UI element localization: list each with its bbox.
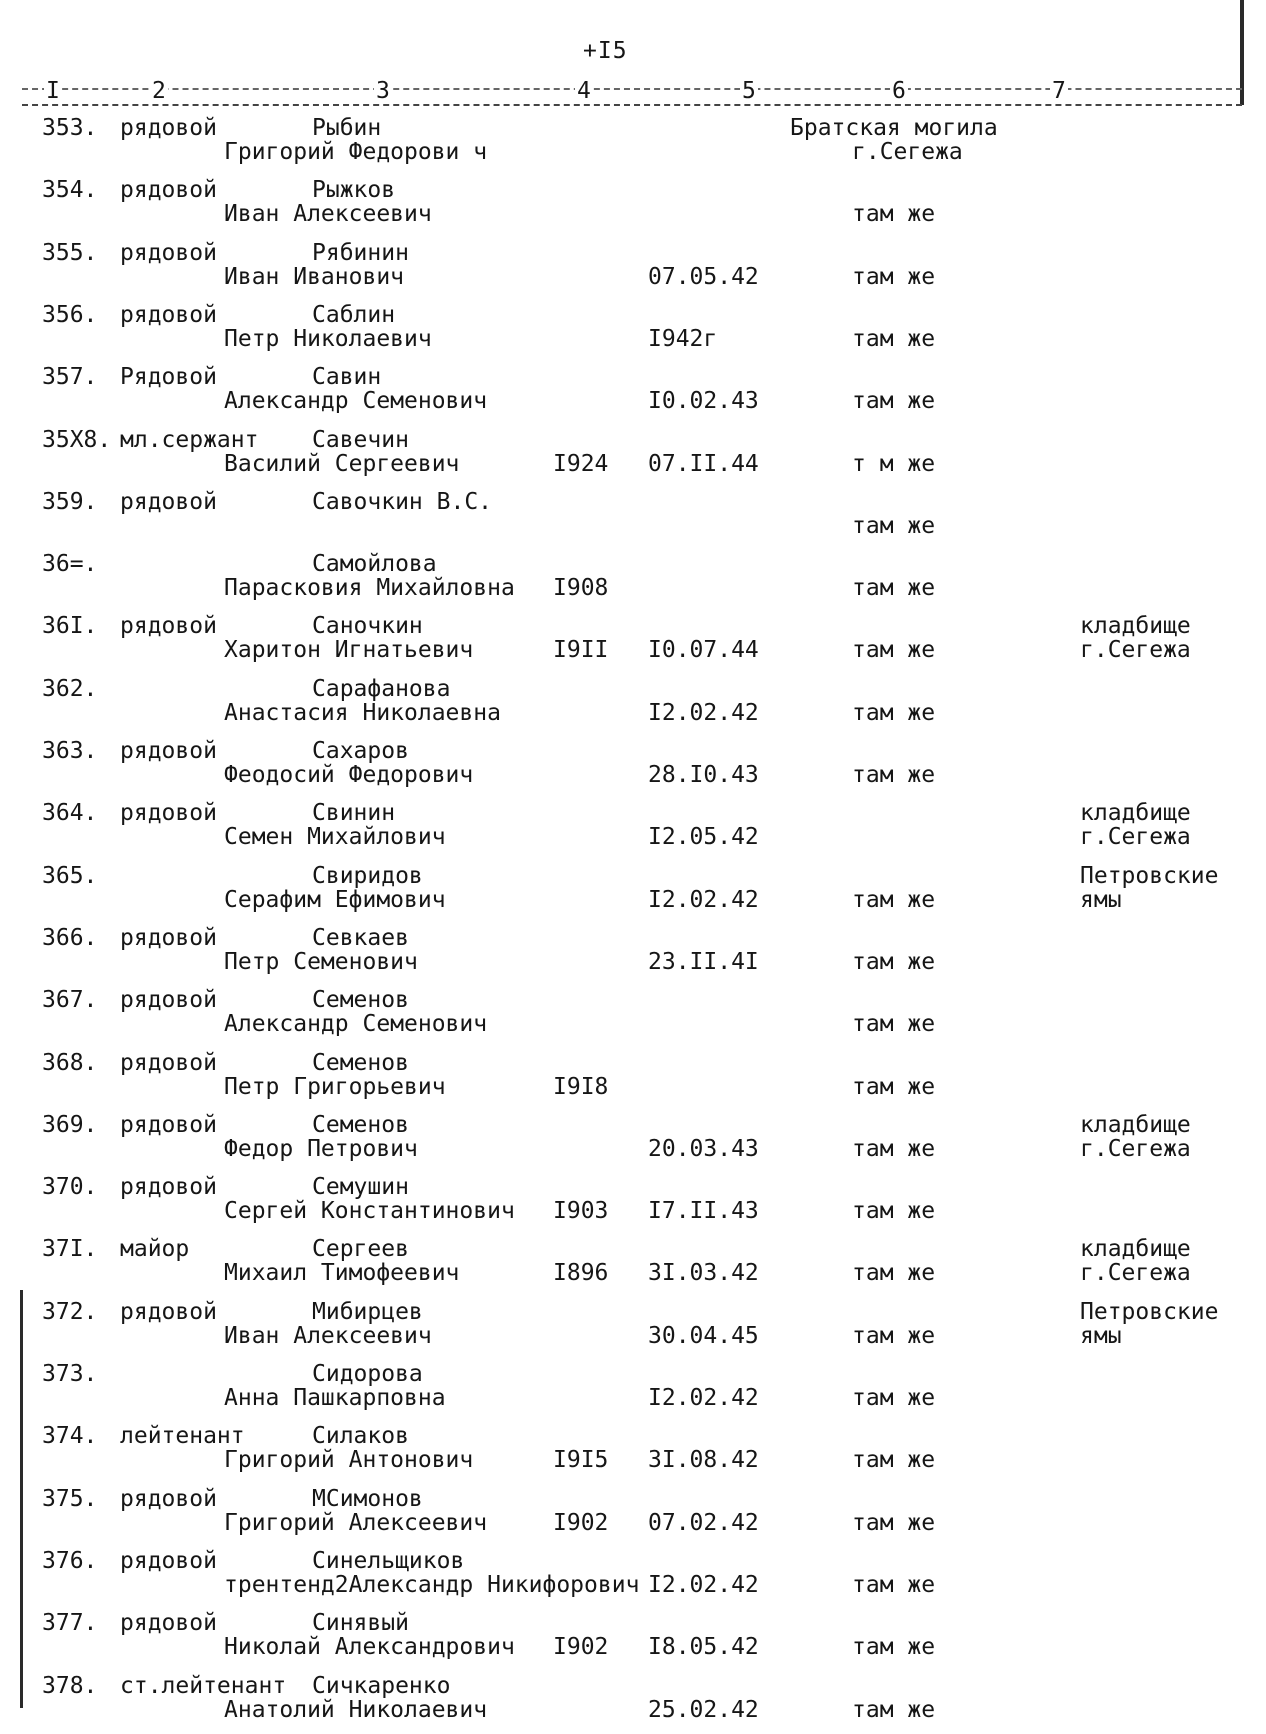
record-row bbox=[0, 988, 1266, 1048]
record-row bbox=[0, 178, 1266, 238]
record-num: 37I. bbox=[42, 1236, 98, 1262]
record-date: 30.04.45 bbox=[648, 1323, 759, 1349]
record-given: Петр Семенович bbox=[224, 949, 418, 975]
record-surname: Савочкин В.С. bbox=[312, 489, 493, 515]
record-row bbox=[0, 1424, 1266, 1484]
record-row bbox=[0, 241, 1266, 301]
record-surname: Семенов bbox=[312, 987, 409, 1013]
record-num: 375. bbox=[42, 1486, 98, 1512]
record-row bbox=[0, 801, 1266, 861]
record-given: Анатолий Николаевич bbox=[224, 1697, 488, 1723]
record-rank: рядовой bbox=[120, 1610, 217, 1636]
record-rank: рядовой bbox=[120, 302, 217, 328]
record-burial: там же bbox=[852, 1198, 936, 1224]
record-date: 3I.03.42 bbox=[648, 1260, 759, 1286]
column-number-6: 6 bbox=[892, 78, 906, 104]
record-given: Григорий Алексеевич bbox=[224, 1510, 488, 1536]
record-num: 35Х8. bbox=[42, 427, 112, 453]
record-row bbox=[0, 1051, 1266, 1111]
record-given: Федор Петрович bbox=[224, 1136, 418, 1162]
record-num: 369. bbox=[42, 1112, 98, 1138]
record-surname: Рыжков bbox=[312, 177, 396, 203]
record-date: 07.05.42 bbox=[648, 264, 759, 290]
record-year: I903 bbox=[553, 1198, 609, 1224]
record-note2: г.Сегежа bbox=[1080, 1260, 1191, 1286]
record-rank: рядовой bbox=[120, 115, 217, 141]
record-rank: майор bbox=[120, 1236, 190, 1262]
record-num: 368. bbox=[42, 1050, 98, 1076]
record-num: 356. bbox=[42, 302, 98, 328]
column-number-4: 4 bbox=[577, 78, 591, 104]
record-rank: рядовой bbox=[120, 489, 217, 515]
record-given: Анна Пашкарповна bbox=[224, 1385, 446, 1411]
record-num: 366. bbox=[42, 925, 98, 951]
record-year: I902 bbox=[553, 1634, 609, 1660]
record-num: 363. bbox=[42, 738, 98, 764]
record-given: Сергей Константинович bbox=[224, 1198, 515, 1224]
record-burial: г.Сегежа bbox=[852, 139, 963, 165]
record-burial: там же bbox=[852, 762, 936, 788]
record-num: 36I. bbox=[42, 613, 98, 639]
record-note2: ямы bbox=[1080, 887, 1122, 913]
record-surname: Синельщиков bbox=[312, 1548, 465, 1574]
record-note2: г.Сегежа bbox=[1080, 824, 1191, 850]
record-note1: Петровские bbox=[1080, 1299, 1219, 1325]
record-burial: там же bbox=[852, 1697, 936, 1723]
record-surname: Савечин bbox=[312, 427, 409, 453]
record-surname: Семенов bbox=[312, 1050, 409, 1076]
record-row bbox=[0, 1362, 1266, 1422]
record-year: I924 bbox=[553, 451, 609, 477]
record-rank: рядовой bbox=[120, 1548, 217, 1574]
record-given: Григорий Федорови ч bbox=[224, 139, 488, 165]
record-burial: там же bbox=[852, 1572, 936, 1598]
record-given: Иван Алексеевич bbox=[224, 1323, 432, 1349]
record-note1: кладбище bbox=[1080, 800, 1191, 826]
record-burial: там же bbox=[852, 1634, 936, 1660]
record-year: I896 bbox=[553, 1260, 609, 1286]
record-burial: там же bbox=[852, 326, 936, 352]
record-surname: Савин bbox=[312, 364, 382, 390]
record-row bbox=[0, 365, 1266, 425]
record-year: I9I5 bbox=[553, 1447, 609, 1473]
record-num: 364. bbox=[42, 800, 98, 826]
record-surname: Рябинин bbox=[312, 240, 409, 266]
record-surname: МСимонов bbox=[312, 1486, 423, 1512]
record-surname: Сидорова bbox=[312, 1361, 423, 1387]
record-date: I2.02.42 bbox=[648, 887, 759, 913]
record-row bbox=[0, 739, 1266, 799]
record-num: 362. bbox=[42, 676, 98, 702]
record-row bbox=[0, 428, 1266, 488]
record-year: I902 bbox=[553, 1510, 609, 1536]
record-surname: Семенов bbox=[312, 1112, 409, 1138]
record-note2: г.Сегежа bbox=[1080, 1136, 1191, 1162]
record-surname: Силаков bbox=[312, 1423, 409, 1449]
record-rank: ст.лейтенант bbox=[120, 1673, 287, 1699]
record-num: 370. bbox=[42, 1174, 98, 1200]
record-date: I2.05.42 bbox=[648, 824, 759, 850]
record-given: Иван Иванович bbox=[224, 264, 405, 290]
record-burial: там же bbox=[852, 513, 936, 539]
record-note1: кладбище bbox=[1080, 1112, 1191, 1138]
record-burial-title: Братская могила bbox=[790, 115, 998, 141]
record-burial: т м же bbox=[852, 451, 936, 477]
record-date: 07.02.42 bbox=[648, 1510, 759, 1536]
column-number-7: 7 bbox=[1052, 78, 1066, 104]
record-num: 365. bbox=[42, 863, 98, 889]
record-num: 377. bbox=[42, 1610, 98, 1636]
record-date: I8.05.42 bbox=[648, 1634, 759, 1660]
record-num: 378. bbox=[42, 1673, 98, 1699]
record-surname: Рыбин bbox=[312, 115, 382, 141]
page-number: +I5 bbox=[583, 38, 628, 64]
record-rank: рядовой bbox=[120, 987, 217, 1013]
record-num: 355. bbox=[42, 240, 98, 266]
record-note1: Петровские bbox=[1080, 863, 1219, 889]
record-surname: Саблин bbox=[312, 302, 396, 328]
record-rank: рядовой bbox=[120, 177, 217, 203]
record-surname: Саночкин bbox=[312, 613, 423, 639]
record-burial: там же bbox=[852, 1074, 936, 1100]
record-rank: рядовой bbox=[120, 1486, 217, 1512]
record-surname: Семушин bbox=[312, 1174, 409, 1200]
record-burial: там же bbox=[852, 388, 936, 414]
record-num: 36=. bbox=[42, 551, 98, 577]
record-row bbox=[0, 1175, 1266, 1235]
record-burial: там же bbox=[852, 887, 936, 913]
record-rank: рядовой bbox=[120, 613, 217, 639]
record-given: Михаил Тимофеевич bbox=[224, 1260, 460, 1286]
record-given: Анастасия Николаевна bbox=[224, 700, 501, 726]
record-date: 3I.08.42 bbox=[648, 1447, 759, 1473]
record-num: 372. bbox=[42, 1299, 98, 1325]
record-given: Василий Сергеевич bbox=[224, 451, 460, 477]
record-given: Николай Александрович bbox=[224, 1634, 515, 1660]
record-note2: ямы bbox=[1080, 1323, 1122, 1349]
record-row bbox=[0, 1611, 1266, 1671]
record-rank: мл.сержант bbox=[120, 427, 259, 453]
header-rule-bottom bbox=[22, 104, 1242, 106]
record-row bbox=[0, 1113, 1266, 1173]
record-rank: рядовой bbox=[120, 925, 217, 951]
record-row bbox=[0, 490, 1266, 550]
record-date: I2.02.42 bbox=[648, 700, 759, 726]
column-number-3: 3 bbox=[376, 78, 390, 104]
record-row bbox=[0, 614, 1266, 674]
record-row bbox=[0, 1300, 1266, 1360]
record-date: 28.I0.43 bbox=[648, 762, 759, 788]
record-given: Григорий Антонович bbox=[224, 1447, 474, 1473]
record-surname: Мибирцев bbox=[312, 1299, 423, 1325]
record-surname: Сичкаренко bbox=[312, 1673, 451, 1699]
record-given: Александр Семенович bbox=[224, 1011, 488, 1037]
record-surname: Сарафанова bbox=[312, 676, 451, 702]
record-given: Семен Михайлович bbox=[224, 824, 446, 850]
record-burial: там же bbox=[852, 1323, 936, 1349]
record-given: Петр Николаевич bbox=[224, 326, 432, 352]
record-row bbox=[0, 677, 1266, 737]
record-burial: там же bbox=[852, 637, 936, 663]
record-num: 373. bbox=[42, 1361, 98, 1387]
record-num: 353. bbox=[42, 115, 98, 141]
record-given: трентенд2Александр Никифорович bbox=[224, 1572, 640, 1598]
record-rank: Рядовой bbox=[120, 364, 217, 390]
record-surname: Сергеев bbox=[312, 1236, 409, 1262]
record-surname: Свинин bbox=[312, 800, 396, 826]
record-rank: рядовой bbox=[120, 1050, 217, 1076]
record-burial: там же bbox=[852, 1510, 936, 1536]
record-date: 20.03.43 bbox=[648, 1136, 759, 1162]
record-rank: рядовой bbox=[120, 240, 217, 266]
record-given: Серафим Ефимович bbox=[224, 887, 446, 913]
record-given: Петр Григорьевич bbox=[224, 1074, 446, 1100]
record-given: Феодосий Федорович bbox=[224, 762, 474, 788]
record-surname: Синявый bbox=[312, 1610, 409, 1636]
record-num: 367. bbox=[42, 987, 98, 1013]
record-surname: Самойлова bbox=[312, 551, 437, 577]
record-surname: Свиридов bbox=[312, 863, 423, 889]
record-burial: там же bbox=[852, 949, 936, 975]
record-rank: рядовой bbox=[120, 738, 217, 764]
record-burial: там же bbox=[852, 1385, 936, 1411]
record-burial: там же bbox=[852, 201, 936, 227]
record-rank: лейтенант bbox=[120, 1423, 245, 1449]
record-burial: там же bbox=[852, 1011, 936, 1037]
record-row bbox=[0, 1237, 1266, 1297]
record-date: I2.02.42 bbox=[648, 1572, 759, 1598]
record-given: Харитон Игнатьевич bbox=[224, 637, 474, 663]
record-rank: рядовой bbox=[120, 800, 217, 826]
record-burial: там же bbox=[852, 264, 936, 290]
record-rank: рядовой bbox=[120, 1174, 217, 1200]
record-burial: там же bbox=[852, 1136, 936, 1162]
record-note2: г.Сегежа bbox=[1080, 637, 1191, 663]
record-year: I9I8 bbox=[553, 1074, 609, 1100]
column-number-header bbox=[22, 78, 1242, 112]
record-row bbox=[0, 1549, 1266, 1609]
column-number-5: 5 bbox=[742, 78, 756, 104]
record-num: 359. bbox=[42, 489, 98, 515]
record-row bbox=[0, 1487, 1266, 1547]
record-date: I0.07.44 bbox=[648, 637, 759, 663]
record-date: 07.II.44 bbox=[648, 451, 759, 477]
record-burial: там же bbox=[852, 1260, 936, 1286]
record-surname: Сахаров bbox=[312, 738, 409, 764]
record-year: I908 bbox=[553, 575, 609, 601]
record-given: Александр Семенович bbox=[224, 388, 488, 414]
record-row bbox=[0, 116, 1266, 176]
column-number-2: 2 bbox=[152, 78, 166, 104]
record-num: 354. bbox=[42, 177, 98, 203]
record-num: 376. bbox=[42, 1548, 98, 1574]
record-date: I7.II.43 bbox=[648, 1198, 759, 1224]
record-row bbox=[0, 303, 1266, 363]
record-date: 23.II.4I bbox=[648, 949, 759, 975]
record-burial: там же bbox=[852, 700, 936, 726]
record-burial: там же bbox=[852, 575, 936, 601]
record-note1: кладбище bbox=[1080, 1236, 1191, 1262]
record-date: I942г bbox=[648, 326, 718, 352]
record-row bbox=[0, 552, 1266, 612]
record-date: 25.02.42 bbox=[648, 1697, 759, 1723]
record-given: Иван Алексеевич bbox=[224, 201, 432, 227]
record-surname: Севкаев bbox=[312, 925, 409, 951]
record-date: I2.02.42 bbox=[648, 1385, 759, 1411]
record-num: 357. bbox=[42, 364, 98, 390]
record-note1: кладбище bbox=[1080, 613, 1191, 639]
column-number-1: I bbox=[46, 78, 60, 104]
record-row bbox=[0, 1674, 1266, 1734]
record-year: I9II bbox=[553, 637, 609, 663]
record-given: Парасковия Михайловна bbox=[224, 575, 515, 601]
record-burial: там же bbox=[852, 1447, 936, 1473]
record-rank: рядовой bbox=[120, 1112, 217, 1138]
record-rank: рядовой bbox=[120, 1299, 217, 1325]
record-row bbox=[0, 864, 1266, 924]
record-row bbox=[0, 926, 1266, 986]
record-num: 374. bbox=[42, 1423, 98, 1449]
record-date: I0.02.43 bbox=[648, 388, 759, 414]
